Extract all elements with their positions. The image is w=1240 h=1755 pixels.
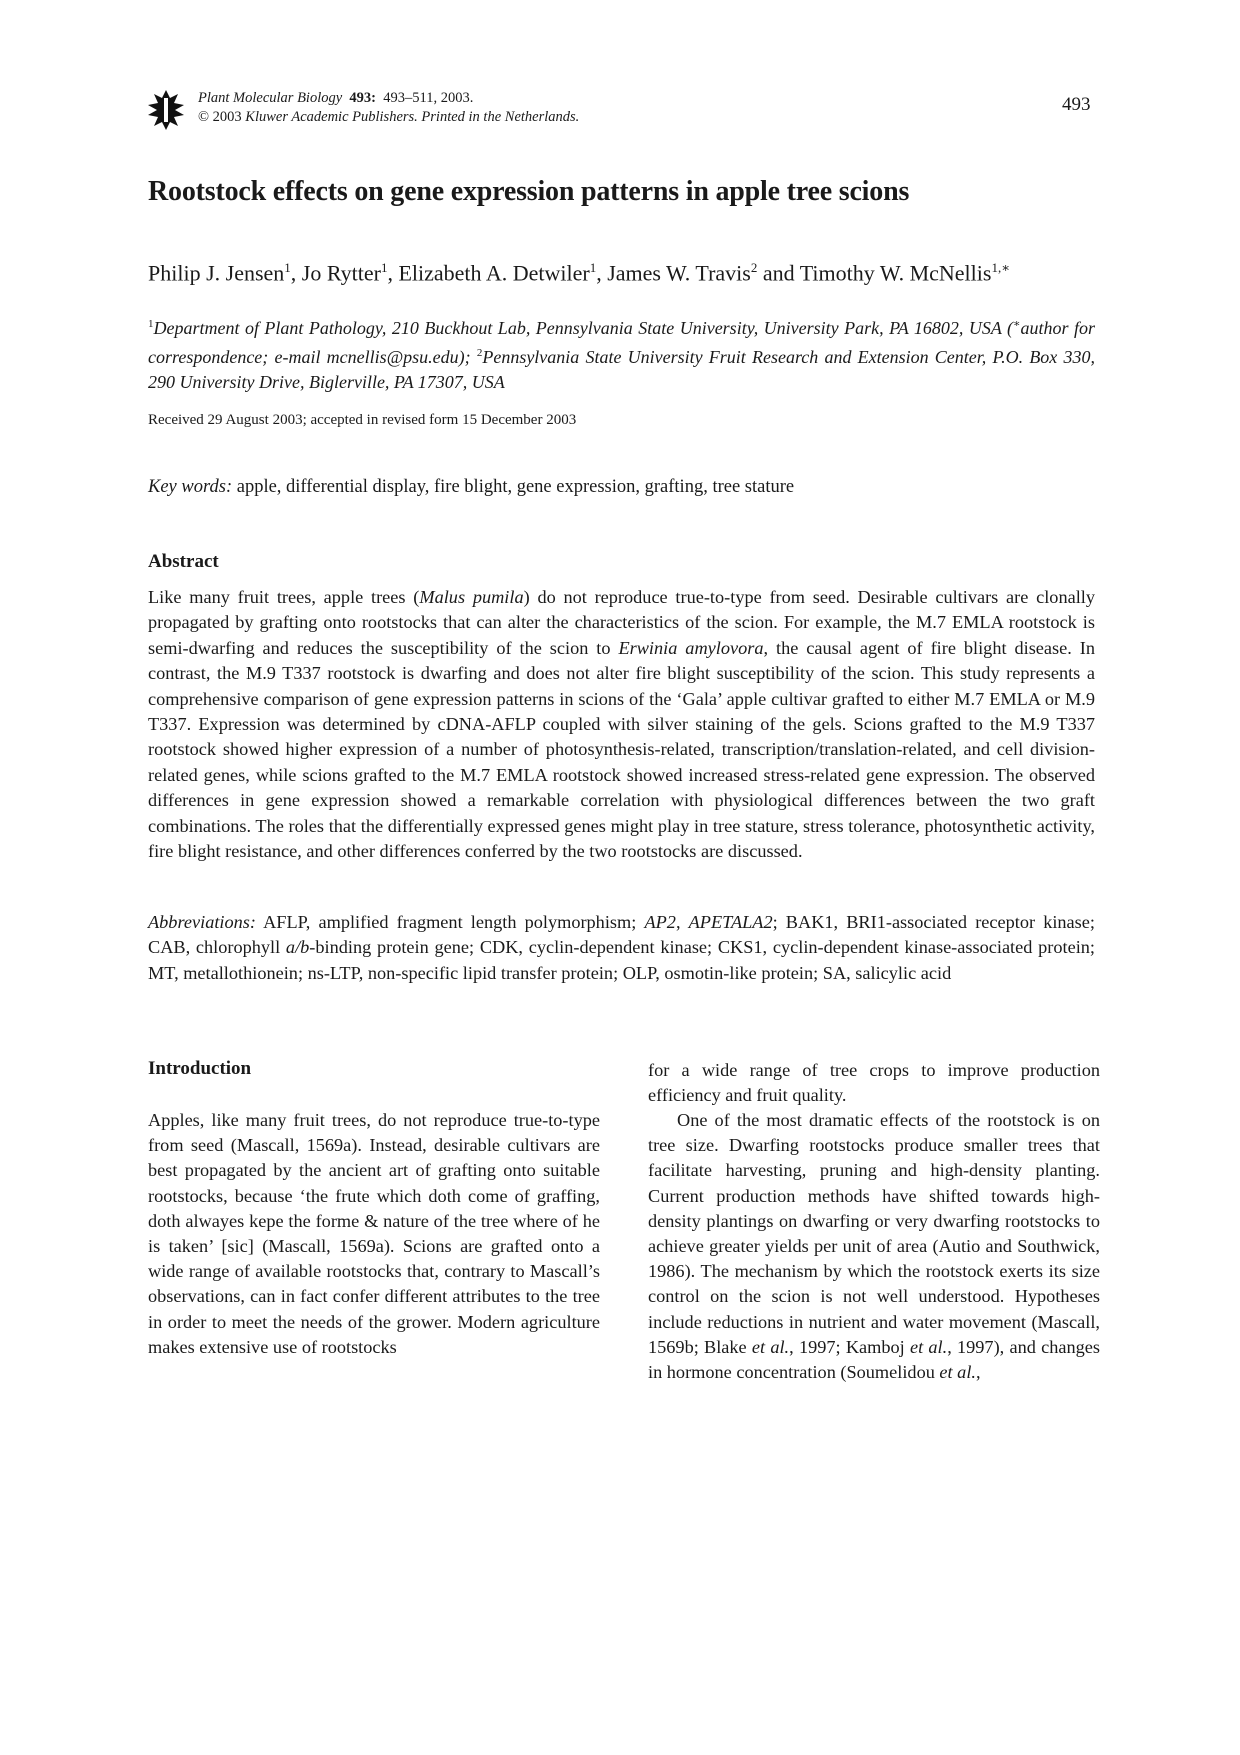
keywords: Key words: apple, differential display, fire blight, gene expression, grafting, tree stature [148, 477, 795, 497]
author-name: Philip J. Jensen [148, 260, 285, 286]
intro-paragraph-2: for a wide range of tree crops to improve production efficiency and fruit quality. [648, 1060, 1100, 1106]
paper-title: Rootstock effects on gene expression patterns in apple tree scions [148, 176, 910, 207]
introduction-heading: Introduction [148, 1058, 252, 1079]
intro-paragraph-1: Apples, like many fruit trees, do not reproduce true-to-type from seed (Mascall, 1569a). Instead, desirable cultivars are best propagated by the ancient art of grafting onto suitable rootstocks, because ‘the frute which doth come of graffing, doth alwayes kepe the forme & nature of the tree where of he is taken’ [sic] (Mascall, 1569a). Scions are grafted onto a wide range of available rootstocks that, contrary to Mascall’s observations, can in fact confer different attributes to the tree in order to meet the needs of the grower. Modern agriculture makes extensive use of rootstocks [148, 1110, 600, 1357]
copyright-line: © 2003 Kluwer Academic Publishers. Printed in the Netherlands. [198, 109, 580, 125]
affiliations: $^1$Department of Plant Pathology, 210 Buckhout Lab, Pennsylvania State University, University Park, PA 16802, USA (∗author for correspondence; e-mail mcnellis@psu.edu); $^2$Pennsylvania State University Fruit Research and Extension Center, P.O. Box 330, 290 University Drive, Biglerville, PA 17307, USA [148, 318, 1096, 392]
author-name: Timothy W. McNellis [799, 260, 992, 286]
author-list: Philip J. Jensen$^1$, Jo Rytter$^1$, Elizabeth A. Detwiler$^1$, James W. Travis$^2$ and Timothy W. McNellis$^{1,∗}$ [148, 260, 1011, 286]
abbreviations: Abbreviations: AFLP, amplified fragment length polymorphism; AP2, APETALA2; BAK1, BRI1-associated receptor kinase; CAB, chlorophyll a/b-binding protein gene; CDK, cyclin-dependent kinase; CKS1, cyclin-dependent kinase-associated protein; MT, metallothionein; ns-LTP, non-specific lipid transfer protein; OLP, osmotin-like protein; SA, salicylic acid [148, 912, 1095, 983]
author-name: Elizabeth A. Detwiler [398, 260, 590, 286]
author-name: Jo Rytter [301, 260, 381, 286]
journal-header [198, 89, 579, 127]
journal-citation: Plant Molecular Biology 493: 493–511, 2003. [198, 90, 474, 106]
author-name: James W. Travis [607, 260, 751, 286]
page-number: 493 [1062, 94, 1091, 115]
received-dates: Received 29 August 2003; accepted in revised form 15 December 2003 [148, 412, 577, 428]
abstract-heading: Abstract [148, 551, 219, 572]
publisher-logo-icon [148, 90, 184, 130]
abstract-text: Like many fruit trees, apple trees (Malus pumila) do not reproduce true-to-type from seed. Desirable cultivars are clonally propagated by grafting onto rootstocks that can alter the characteristics of the scion. For example, the M.7 EMLA rootstock is semi-dwarfing and reduces the susceptibility of the scion to Erwinia amylovora, the causal agent of fire blight disease. In contrast, the M.9 T337 rootstock is dwarfing and does not alter fire blight susceptibility of the scion. This study represents a comprehensive comparison of gene expression patterns in scions of the ‘Gala’ apple cultivar grafted to either M.7 EMLA or M.9 T337. Expression was determined by cDNA-AFLP coupled with silver staining of the gels. Scions grafted to the M.9 T337 rootstock showed higher expression of a number of photosynthesis-related, transcription/translation-related, and cell division-related genes, while scions grafted to the M.7 EMLA rootstock showed increased stress-related gene expression. The observed differences in gene expression showed a remarkable correlation with physiological differences between the two graft combinations. The roles that the differentially expressed genes might play in tree stature, stress tolerance, photosynthetic activity, fire blight resistance, and other differences conferred by the two rootstocks are discussed. [148, 587, 1096, 862]
intro-paragraph-3: One of the most dramatic effects of the rootstock is on tree size. Dwarfing rootstocks produce smaller trees that facilitate harvesting, pruning and high-density planting. Current production methods have shifted towards high-density plantings on dwarfing or very dwarfing rootstocks to achieve greater yields per unit of area (Autio and Southwick, 1986). The mechanism by which the rootstock exerts its size control on the scion is not well understood. Hypotheses include reductions in nutrient and water movement (Mascall, 1569b; Blake et al., 1997; Kamboj et al., 1997), and changes in hormone concentration (Soumelidou et al., [648, 1110, 1100, 1383]
